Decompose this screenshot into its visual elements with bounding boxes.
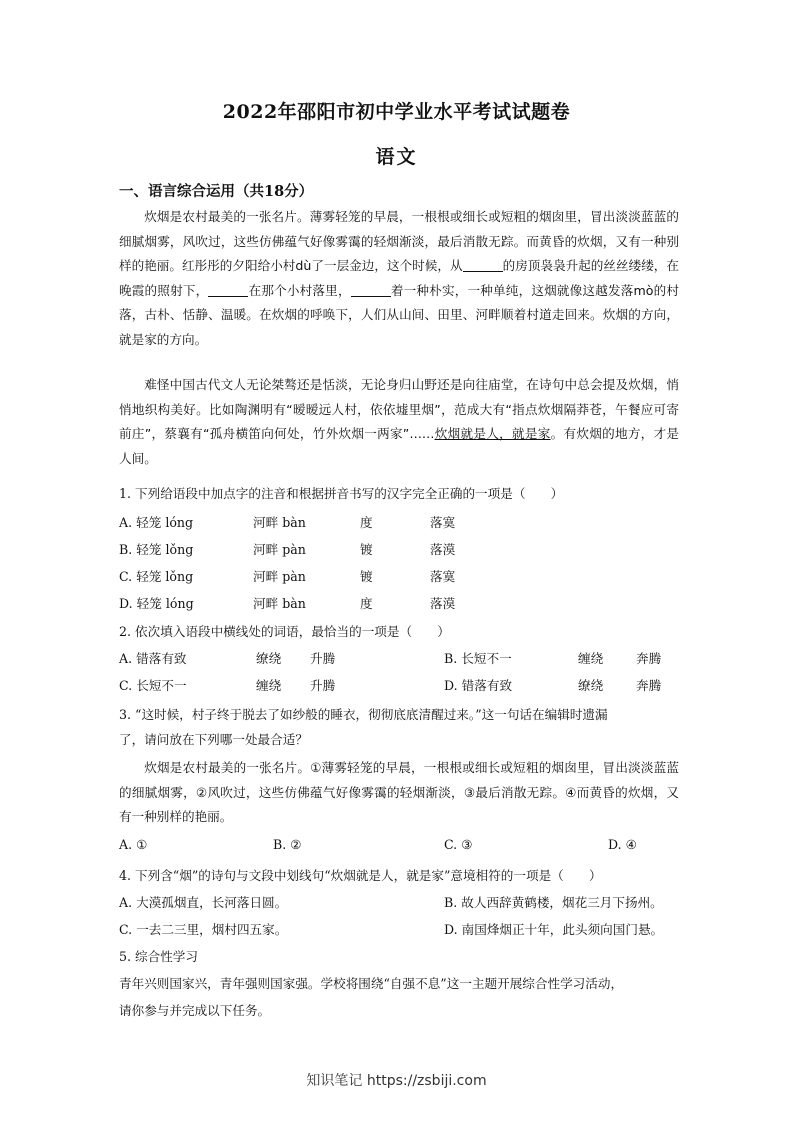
q3-option-a: A. ①: [119, 837, 148, 852]
question-3-passage: 炊烟是农村最美的一张名片。①薄雾轻笼的早晨，一根根或细长或短粗的烟囱里，冒出淡淡蓝蓝的细腻烟雾，②风吹过，这些仿佛蕴气好像雾霭的轻烟渐淡，③最后消散无踪。④而黄昏的炊烟，又有一种别样的艳丽。: [119, 760, 679, 825]
q4-option-b: B. 故人西辞黄鹤楼，烟花三月下扬州。: [444, 895, 663, 910]
q1-a-col3: 度: [360, 515, 373, 530]
q1-a-col2: 河畔 bàn: [253, 515, 306, 530]
q4-option-c: C. 一去二三里，烟村四五家。: [119, 922, 288, 937]
q4-option-a: A. 大漠孤烟直，长河落日圆。: [119, 895, 288, 910]
q1-b-col2: 河畔 pàn: [253, 542, 306, 557]
q1-a-col4: 落寞: [430, 515, 456, 530]
question-3-stem-line2: 了，请问放在下列哪一处最合适？: [119, 732, 308, 747]
q1-c-col2: 河畔 pàn: [253, 569, 306, 584]
q2-b-w2: 缠绕: [578, 651, 604, 666]
q3-option-d: D. ④: [608, 837, 637, 852]
q1-option-c: C. 轻笼 lǒng: [119, 569, 194, 584]
q2-c-w2: 缠绕: [256, 678, 282, 693]
q2-b-w3: 奔腾: [636, 651, 662, 666]
q3-option-c: C. ③: [444, 837, 473, 852]
q2-d-w3: 奔腾: [636, 678, 662, 693]
q1-d-col4: 落漠: [430, 596, 456, 611]
passage-paragraph-2: 难怪中国古代文人无论桀骜还是恬淡，无论身归山野还是向往庙堂，在诗句中总会提及炊烟，悄悄地织构美好。比如陶渊明有“暧暧远人村，依依墟里烟”，范成大有“指点炊烟隔莽苍，午餐应可寄前庄”，蔡襄有“孤舟横笛向何处，竹外炊烟一两家”……炊烟就是人，就是家。有炊烟的地方，才是人间。: [119, 377, 680, 466]
q2-d-w2: 缭绕: [578, 678, 604, 693]
q1-option-d: D. 轻笼 lóng: [119, 596, 194, 611]
q2-a-w2: 缭绕: [256, 651, 282, 666]
question-5-text-line2: 请你参与并完成以下任务。: [119, 1003, 271, 1018]
q1-b-col4: 落漠: [430, 542, 456, 557]
question-3-stem-line1: 3. “这时候，村子终于脱去了如纱般的睡衣，彻彻底底清醒过来。”这一句话在编辑时遗漏: [119, 707, 608, 722]
q1-d-col2: 河畔 bàn: [253, 596, 306, 611]
q1-option-a: A. 轻笼 lóng: [119, 515, 194, 530]
q4-option-d: D. 南国烽烟正十年，此头须向国门悬。: [444, 922, 664, 937]
q1-c-col4: 落寞: [430, 569, 456, 584]
section-heading: 一、语言综合运用（共18分）: [119, 183, 314, 200]
fill-blank-3: [351, 282, 391, 297]
q2-option-b: B. 长短不一: [444, 651, 512, 666]
q2-c-w3: 升腾: [310, 678, 336, 693]
q1-option-b: B. 轻笼 lǒng: [119, 542, 194, 557]
page-title: 2022年邵阳市初中学业水平考试试题卷: [222, 101, 571, 123]
q2-a-w3: 升腾: [310, 651, 336, 666]
question-4-stem: 4. 下列含“烟”的诗句与文段中划线句“炊烟就是人，就是家”意境相符的一项是（ ）: [119, 868, 602, 883]
question-1-stem: 1. 下列给语段中加点字的注音和根据拼音书写的汉字完全正确的一项是（ ）: [119, 486, 564, 501]
q1-c-col3: 镀: [360, 569, 373, 584]
q3-option-b: B. ②: [273, 837, 302, 852]
footer-watermark: 知识笔记 https://zsbiji.com: [306, 1073, 487, 1089]
q1-d-col3: 度: [360, 596, 373, 611]
subject-title: 语文: [375, 146, 418, 168]
q2-option-c: C. 长短不一: [119, 678, 187, 693]
question-5-stem: 5. 综合性学习: [119, 949, 198, 964]
passage-paragraph-1: 炊烟是农村最美的一张名片。薄雾轻笼的早晨，一根根或细长或短粗的烟囱里，冒出淡淡蓝蓝的细腻烟雾，风吹过，这些仿佛蕴气好像雾霭的轻烟渐淡，最后消散无踪。而黄昏的炊烟，又有一种别样的艳丽。红彤彤的夕阳给小村dù了一层金边，这个时候，从 的房顶袅袅升起的丝丝缕缕，在晚霞的照射下， 在那个小村落里， 着一种朴实，一种单纯，这烟就像这越发落mò的村落，古朴、恬静、温暖。在炊烟的呼唤下，人们从山间、田里、河畔顺着村道走回来。炊烟的方向，就是家的方向。: [119, 209, 680, 347]
q2-option-d: D. 错落有致: [444, 678, 513, 693]
question-2-stem: 2. 依次填入语段中横线处的词语，最恰当的一项是（ ）: [119, 624, 450, 639]
fill-blank-2: [208, 282, 248, 297]
underlined-sentence: 炊烟就是人，就是家: [434, 426, 551, 442]
fill-blank-1: [463, 257, 503, 272]
q2-option-a: A. 错落有致: [119, 651, 187, 666]
question-5-text-line1: 青年兴则国家兴，青年强则国家强。学校将围绕“自强不息”这一主题开展综合性学习活动，: [119, 976, 624, 991]
q1-b-col3: 镀: [360, 542, 373, 557]
